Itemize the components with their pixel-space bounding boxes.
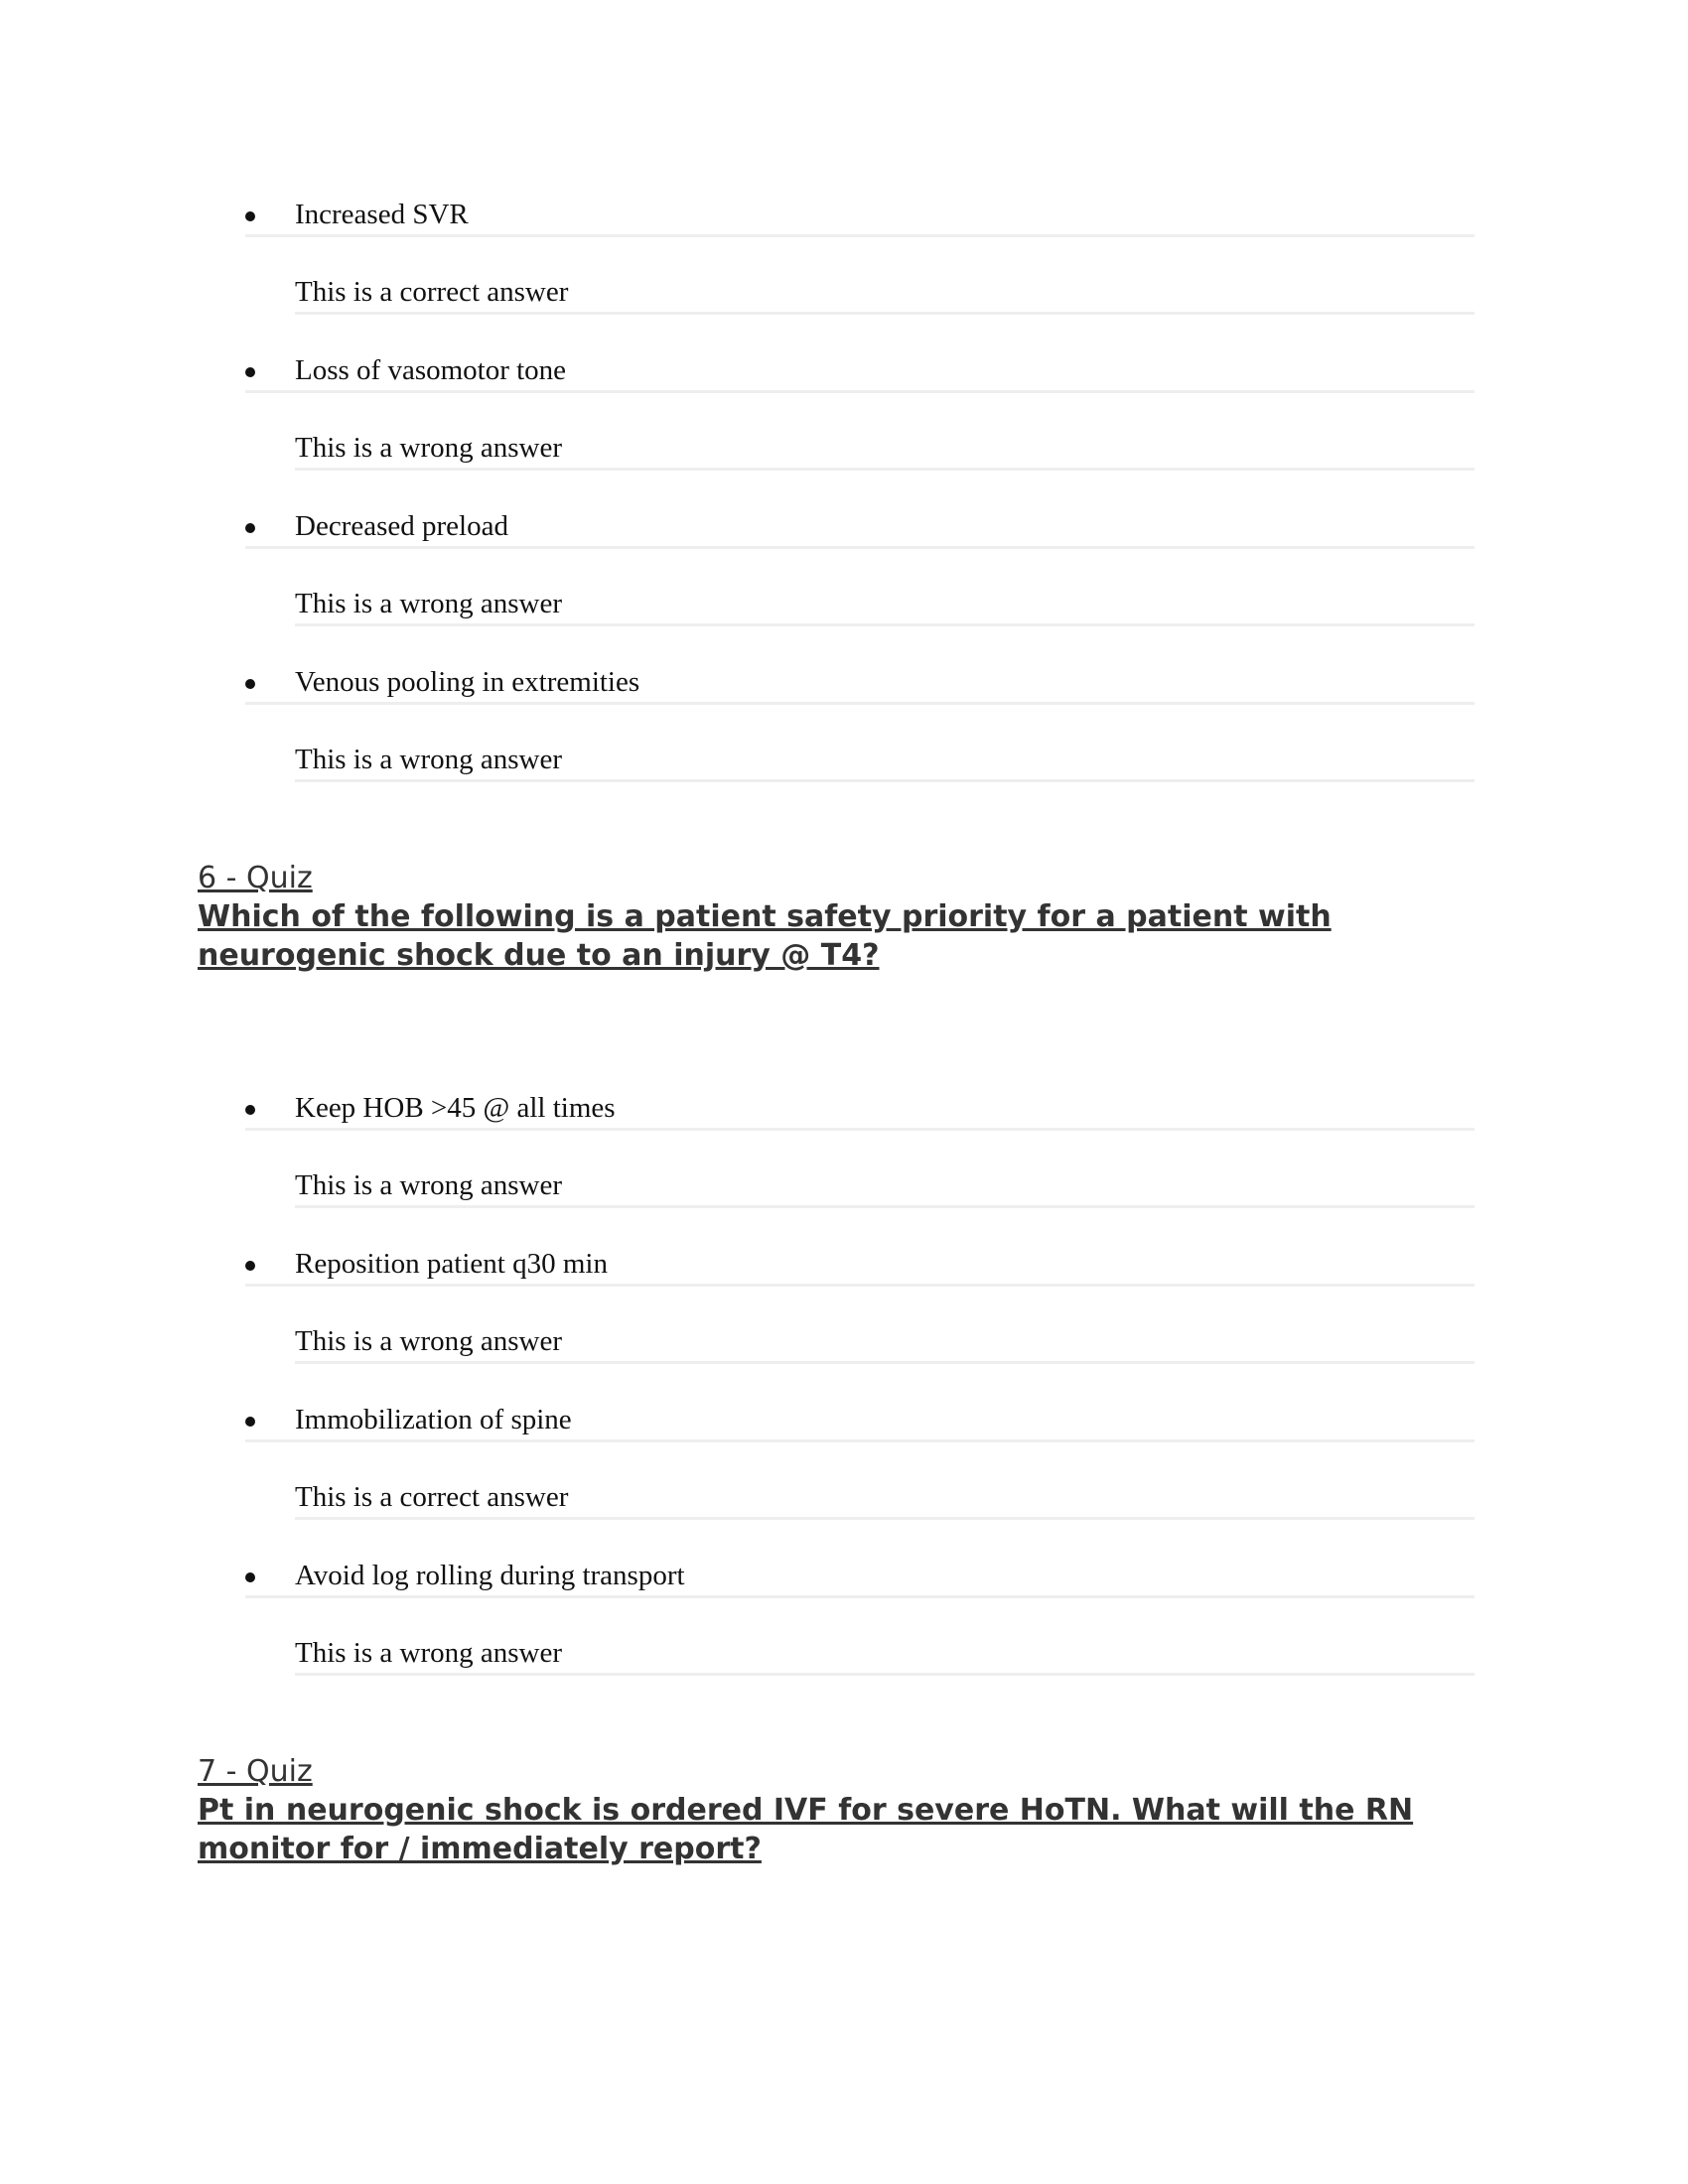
answer-feedback: This is a correct answer [295, 1442, 1475, 1521]
quiz-7-header [198, 1753, 1488, 1868]
answer-list-5 [245, 159, 1475, 782]
answer-list-6 [245, 1052, 1475, 1676]
answer-feedback: This is a correct answer [295, 237, 1475, 316]
answer-feedback: This is a wrong answer [295, 393, 1475, 472]
answer-option[interactable]: Keep HOB >45 @ all times [245, 1052, 1475, 1131]
bullet-icon [245, 1105, 255, 1115]
bullet-icon [245, 679, 255, 689]
answer-option[interactable]: Reposition patient q30 min [245, 1208, 1475, 1287]
answer-option[interactable]: Increased SVR [245, 159, 1475, 237]
answer-option[interactable]: Venous pooling in extremities [245, 626, 1475, 705]
quiz-6-header [198, 860, 1488, 975]
bullet-icon [245, 523, 255, 533]
quiz-number: 6 - Quiz [198, 861, 313, 895]
answer-feedback: This is a wrong answer [295, 1287, 1475, 1365]
quiz-question: Pt in neurogenic shock is ordered IVF for severe HoTN. What will the RN monitor for / immediately report? [198, 1793, 1414, 1866]
answer-feedback: This is a wrong answer [295, 705, 1475, 783]
bullet-icon [245, 367, 255, 377]
bullet-icon [245, 1417, 255, 1427]
bullet-icon [245, 211, 255, 221]
answer-feedback: This is a wrong answer [295, 1131, 1475, 1209]
answer-option[interactable]: Decreased preload [245, 471, 1475, 549]
quiz-number: 7 - Quiz [198, 1754, 313, 1789]
bullet-icon [245, 1572, 255, 1582]
answer-feedback: This is a wrong answer [295, 1598, 1475, 1677]
bullet-icon [245, 1261, 255, 1271]
answer-feedback: This is a wrong answer [295, 549, 1475, 627]
quiz-question: Which of the following is a patient safety priority for a patient with neurogenic shock due to an injury @ T4? [198, 899, 1332, 973]
answer-option[interactable]: Avoid log rolling during transport [245, 1520, 1475, 1598]
answer-option[interactable]: Immobilization of spine [245, 1364, 1475, 1442]
answer-option[interactable]: Loss of vasomotor tone [245, 315, 1475, 393]
